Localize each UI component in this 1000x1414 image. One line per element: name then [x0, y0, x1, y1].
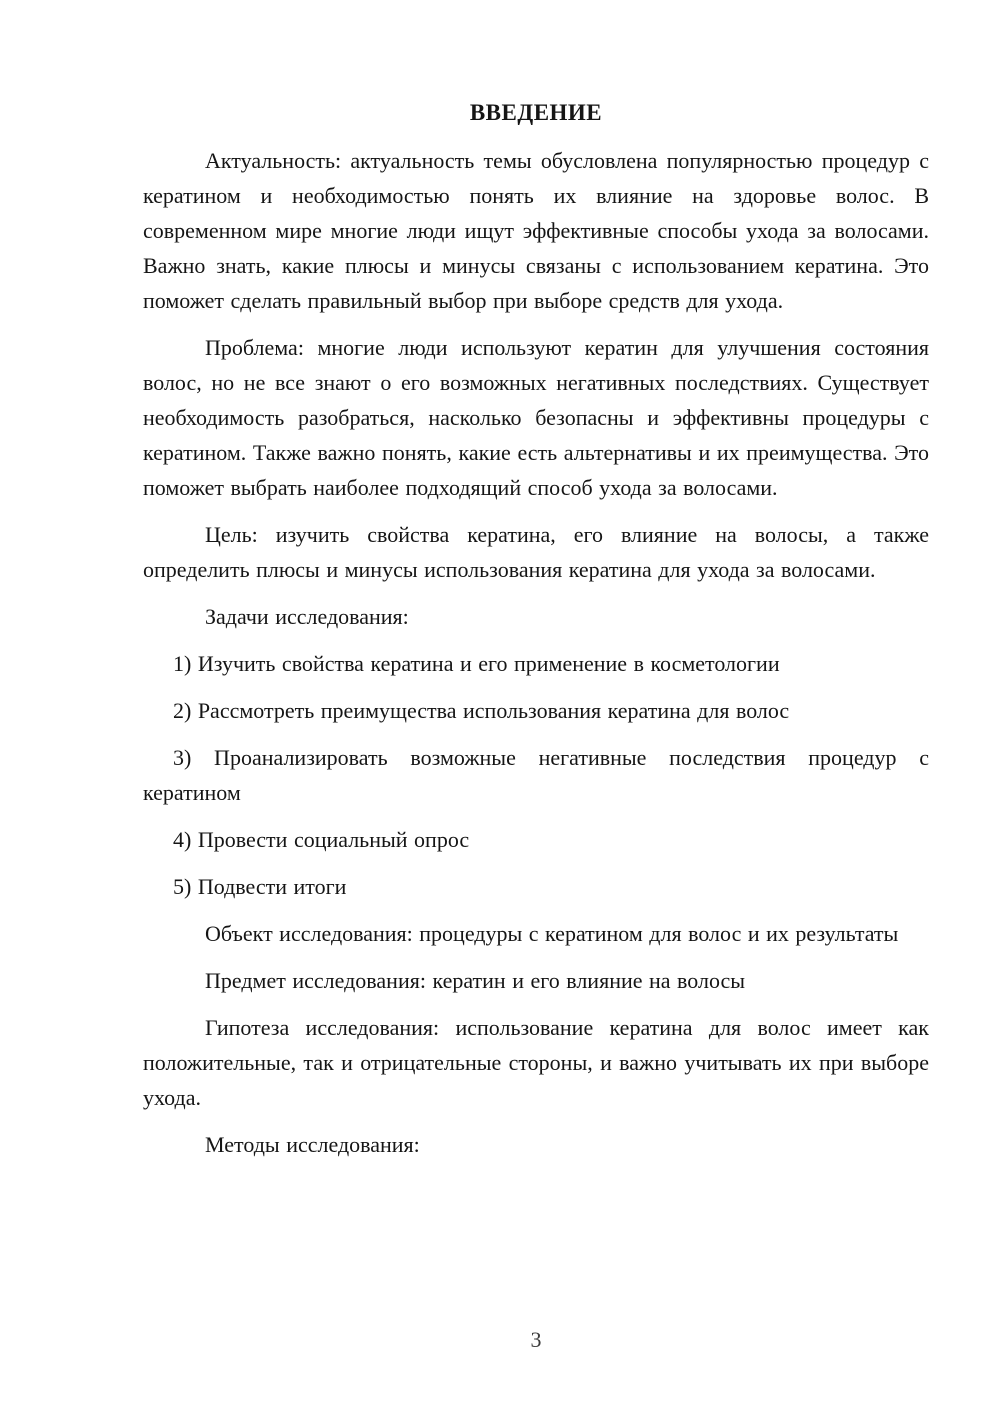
page-title: ВВЕДЕНИЕ [469, 100, 603, 125]
page-number: 3 [530, 1327, 542, 1352]
paragraph-predmet: Предмет исследования: кератин и его влияние на волосы [205, 968, 746, 993]
task-item-2: 2) Рассмотреть преимущества использования кератина для волос [173, 698, 790, 723]
paragraph-obekt: Объект исследования: процедуры с кератином для волос и их результаты [205, 921, 899, 946]
task-item-1: 1) Изучить свойства кератина и его применение в косметологии [173, 651, 780, 676]
paragraph-tsel: Цель: изучить свойства кератина, его влияние на волосы, а также определить плюсы и минусы использования кератина для ухода за волосами. [143, 522, 929, 582]
paragraph-problema: Проблема: многие люди используют кератин для улучшения состояния волос, но не все знают о его возможных негативных последствиях. Существует необходимость разобраться, насколько безопасны и эффективны процедуры с кератином. Также важно понять, какие есть альтернативы и их преимущества. Это поможет выбрать наиболее подходящий способ ухода за волосами. [143, 335, 929, 500]
tasks-heading: Задачи исследования: [205, 604, 409, 629]
task-item-4: 4) Провести социальный опрос [173, 827, 470, 852]
methods-heading: Методы исследования: [205, 1132, 420, 1157]
task-item-5: 5) Подвести итоги [173, 874, 347, 899]
task-item-3: 3) Проанализировать возможные негативные последствия процедур с кератином [143, 745, 929, 805]
paragraph-aktualnost: Актуальность: актуальность темы обусловлена популярностью процедур с кератином и необходимостью понять их влияние на здоровье волос. В современном мире многие люди ищут эффективные способы ухода за волосами. Важно знать, какие плюсы и минусы связаны с использованием кератина. Это поможет сделать правильный выбор при выборе средств для ухода. [143, 148, 929, 313]
paragraph-gipoteza: Гипотеза исследования: использование кератина для волос имеет как положительные, так и отрицательные стороны, и важно учитывать их при выборе ухода. [143, 1015, 929, 1110]
